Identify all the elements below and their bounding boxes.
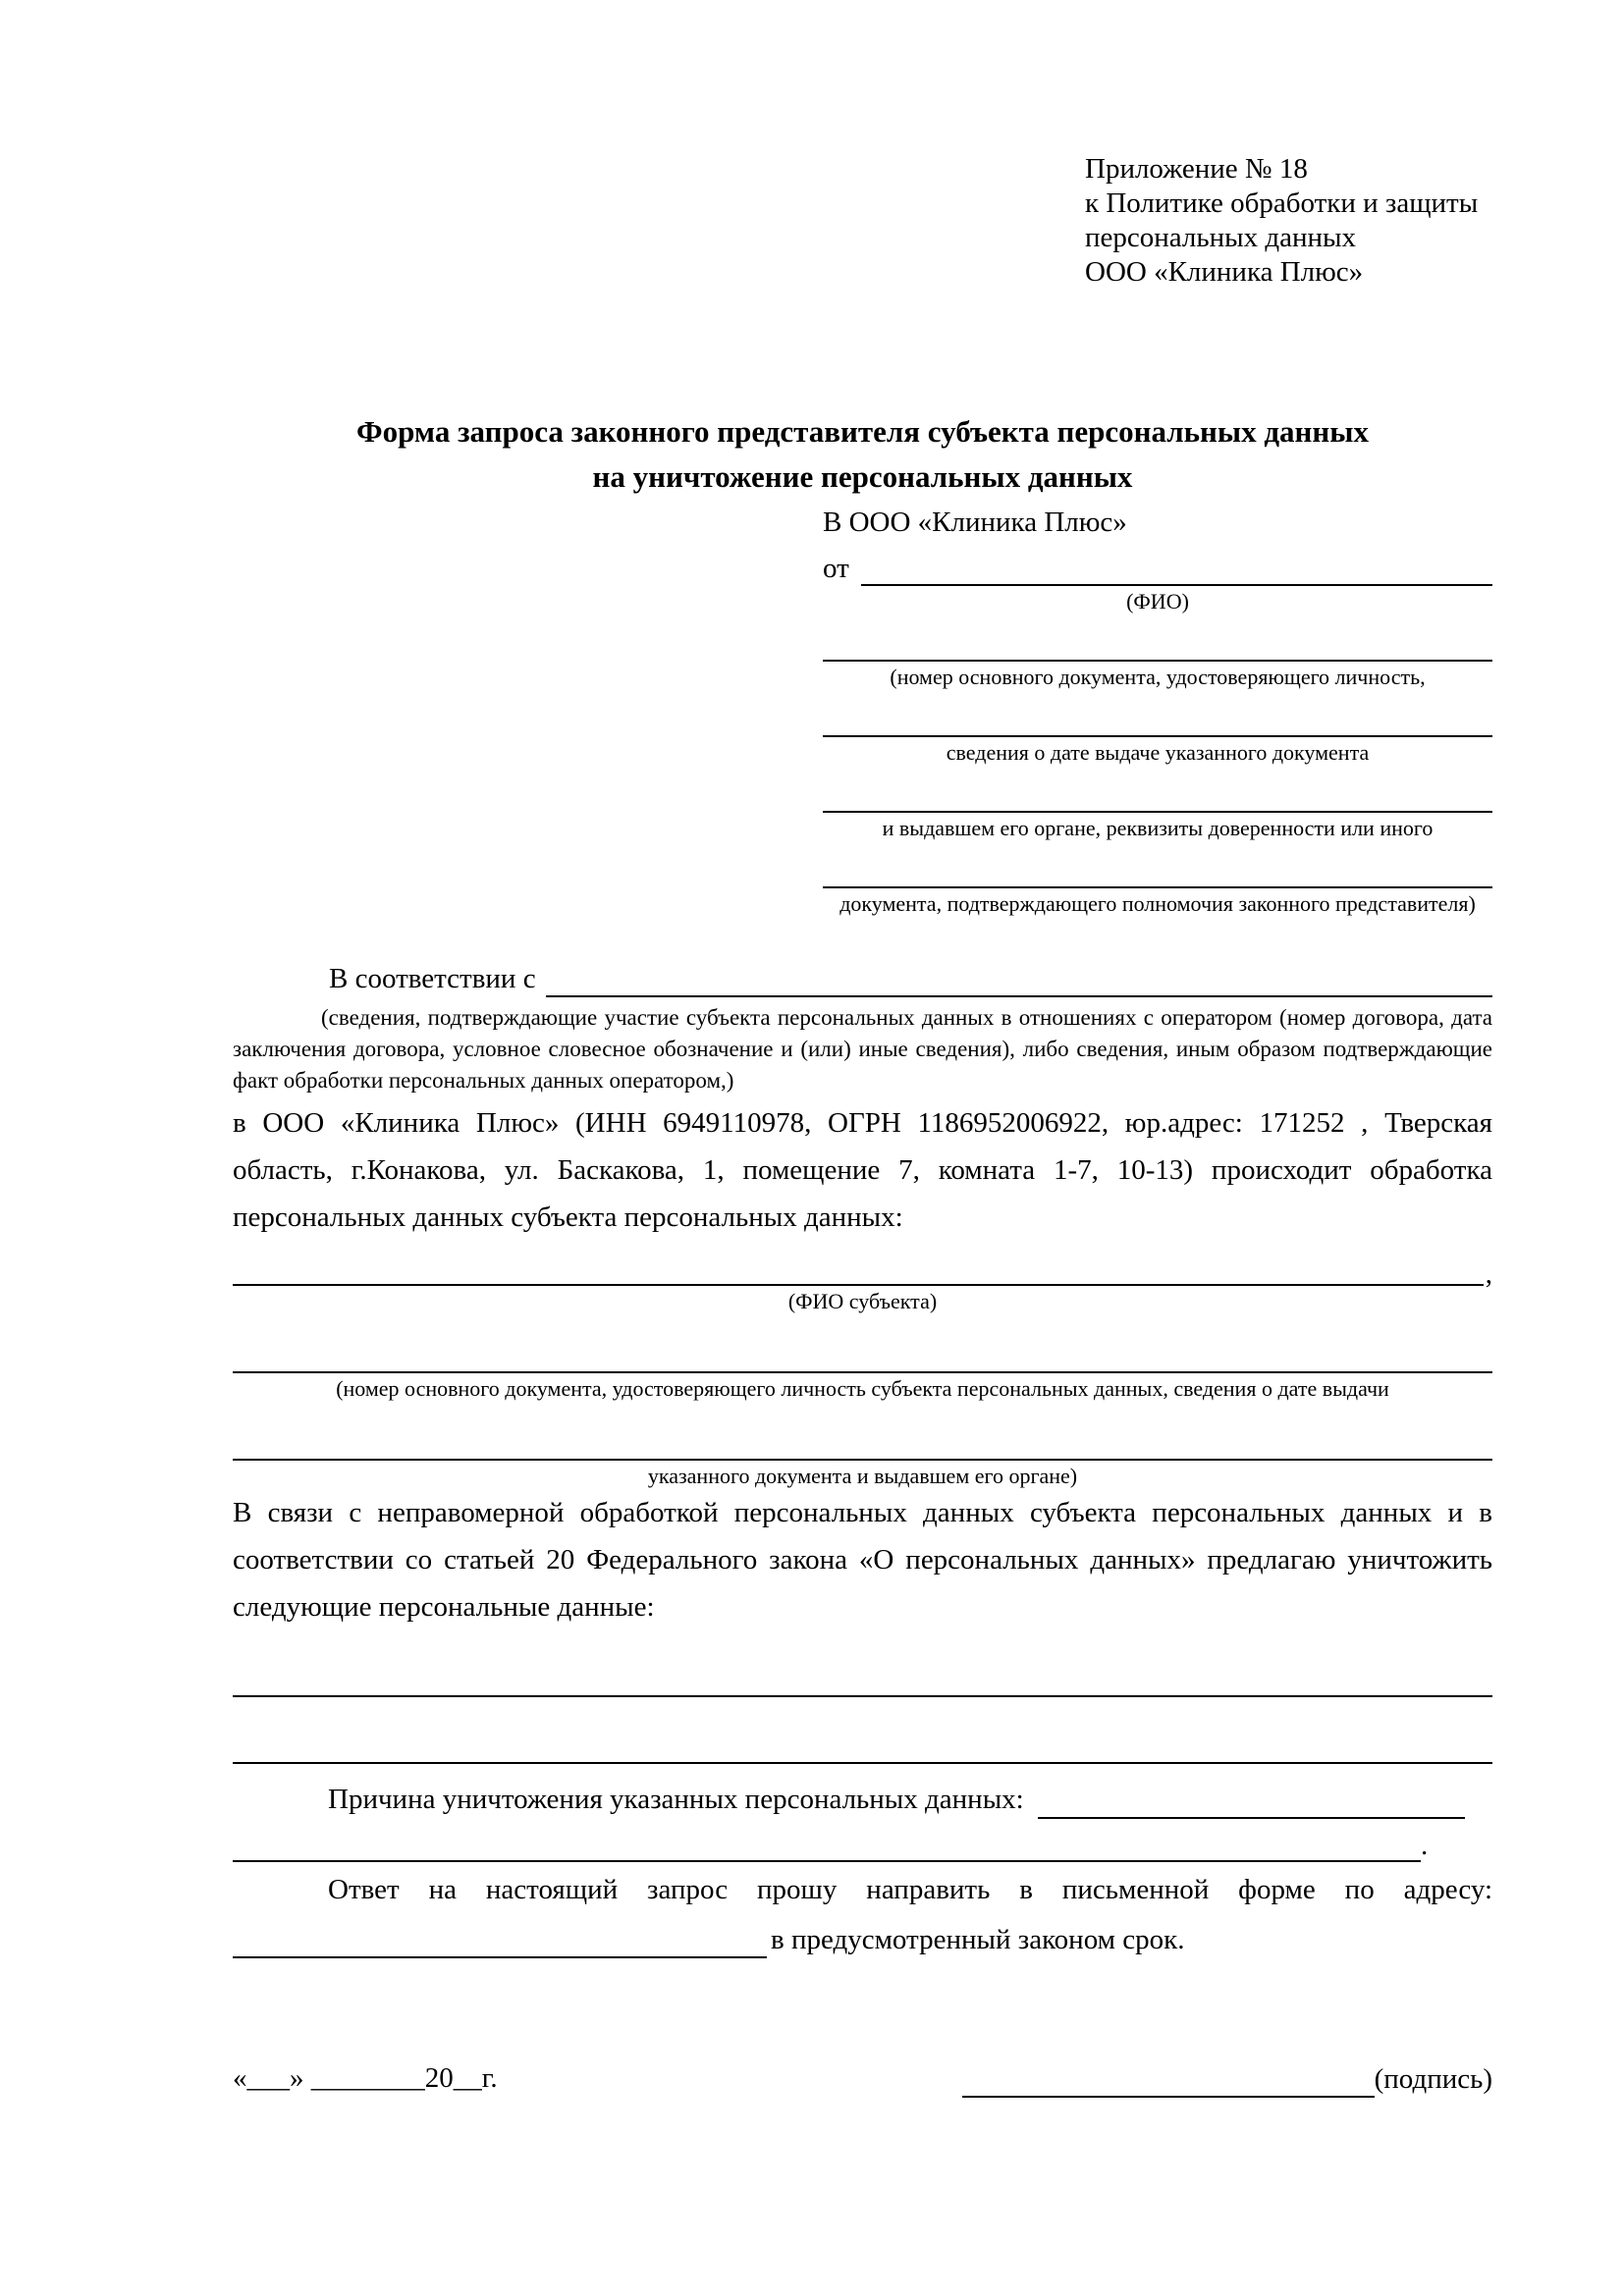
accordance-fill-line bbox=[546, 995, 1492, 997]
request-paragraph: В связи с неправомерной обработкой персональных данных субъекта персональных данных и в соответствии со статьей 20 Федерального закона «О персональных данных» предлагаю уничтожить следующие персональные данные: bbox=[233, 1497, 1492, 1623]
doc-field-group-4 bbox=[823, 853, 1492, 917]
appendix-line-4: ООО «Клиника Плюс» bbox=[1085, 256, 1364, 288]
from-row bbox=[823, 545, 1492, 586]
doc-caption-4: документа, подтверждающего полномочия законного представителя) bbox=[839, 891, 1476, 916]
page-title-line-1: Форма запроса законного представителя субъекта персональных данных bbox=[356, 414, 1369, 449]
addressee-organization: В ООО «Клиника Плюс» bbox=[823, 507, 1127, 538]
reply-lead: Ответ на настоящий запрос прошу направить в письменной форме по адресу: bbox=[328, 1874, 1492, 1905]
doc-fill-line-1 bbox=[823, 626, 1492, 662]
addressee-block bbox=[823, 500, 1492, 917]
fio-caption: (ФИО) bbox=[1126, 589, 1189, 614]
doc-fill-line-4 bbox=[823, 853, 1492, 888]
signature-field bbox=[962, 2060, 1492, 2098]
doc-fill-line-3 bbox=[823, 777, 1492, 813]
doc-field-group-1 bbox=[823, 626, 1492, 690]
from-label: от bbox=[823, 553, 849, 584]
doc-caption-1: (номер основного документа, удостоверяющего личность, bbox=[890, 665, 1426, 689]
signature-fill-line bbox=[962, 2096, 1375, 2098]
doc-caption-2: сведения о дате выдаче указанного документа bbox=[946, 740, 1370, 765]
subject-doc-fill-line-1 bbox=[233, 1371, 1492, 1373]
accordance-note: (сведения, подтверждающие участие субъекта персональных данных в отношениях с оператором (номер договора, дата заключения договора, условное словесное обозначение и (или) иные сведения), либо сведения, иным образом подтверждающие факт обработки персональных данных оператором,) bbox=[233, 1005, 1492, 1093]
data-fill-row-2 bbox=[233, 1719, 1492, 1764]
appendix-line-1: Приложение № 18 bbox=[1085, 153, 1308, 185]
data-fill-row-1 bbox=[233, 1652, 1492, 1697]
appendix-line-2: к Политике обработки и защиты bbox=[1085, 187, 1479, 219]
subject-doc-row-1 bbox=[233, 1328, 1492, 1373]
operator-paragraph: в ООО «Клиника Плюс» (ИНН 6949110978, ОГРН 1186952006922, юр.адрес: 171252 , Тверская область, г.Конакова, ул. Баскакова, 1, помещение 7, комната 1-7, 10-13) происходит обработка персональных данных субъекта персональных данных: bbox=[233, 1107, 1492, 1233]
data-fill-line-2 bbox=[233, 1762, 1492, 1764]
appendix-line-3: персональных данных bbox=[1085, 222, 1357, 253]
reason-continuation-row bbox=[233, 1819, 1492, 1862]
appendix-header bbox=[1085, 152, 1492, 290]
accordance-row bbox=[233, 960, 1492, 997]
subject-fio-row bbox=[233, 1241, 1492, 1290]
signature-row bbox=[233, 2058, 1492, 2098]
data-fill-line-1 bbox=[233, 1695, 1492, 1697]
subject-doc-fill-line-2 bbox=[233, 1459, 1492, 1461]
reason-period: . bbox=[1421, 1830, 1429, 1861]
accordance-lead: В соответствии с bbox=[329, 963, 536, 994]
reason-label: Причина уничтожения указанных персональных данных: bbox=[328, 1784, 1024, 1815]
signature-caption: (подпись) bbox=[1374, 2063, 1492, 2095]
reply-tail: в предусмотренный законом срок. bbox=[771, 1924, 1185, 1955]
subject-fio-fill-line bbox=[233, 1284, 1484, 1286]
subject-doc-caption-2: указанного документа и выдавшем его органе) bbox=[647, 1464, 1078, 1488]
reason-fill-line-2 bbox=[233, 1860, 1421, 1862]
doc-caption-3: и выдавшем его органе, реквизиты доверенности или иного bbox=[882, 816, 1434, 840]
subject-doc-caption-1: (номер основного документа, удостоверяющего личность субъекта персональных данных, сведения о дате выдачи bbox=[336, 1376, 1389, 1401]
reply-address-row bbox=[233, 1913, 1492, 1958]
doc-fill-line-2 bbox=[823, 702, 1492, 737]
page-title bbox=[233, 409, 1492, 500]
date-field: «___» ________20__г. bbox=[233, 2062, 498, 2094]
fio-fill-line bbox=[861, 584, 1492, 586]
reason-fill-line bbox=[1038, 1817, 1465, 1819]
doc-field-group-3 bbox=[823, 777, 1492, 841]
subject-fio-caption: (ФИО субъекта) bbox=[787, 1289, 938, 1313]
reason-row bbox=[233, 1780, 1492, 1819]
doc-field-group-2 bbox=[823, 702, 1492, 766]
reply-address-fill-line bbox=[233, 1956, 767, 1958]
page-title-line-2: на уничтожение персональных данных bbox=[592, 459, 1133, 494]
subject-doc-row-2 bbox=[233, 1415, 1492, 1461]
subject-fio-comma: , bbox=[1485, 1258, 1492, 1290]
